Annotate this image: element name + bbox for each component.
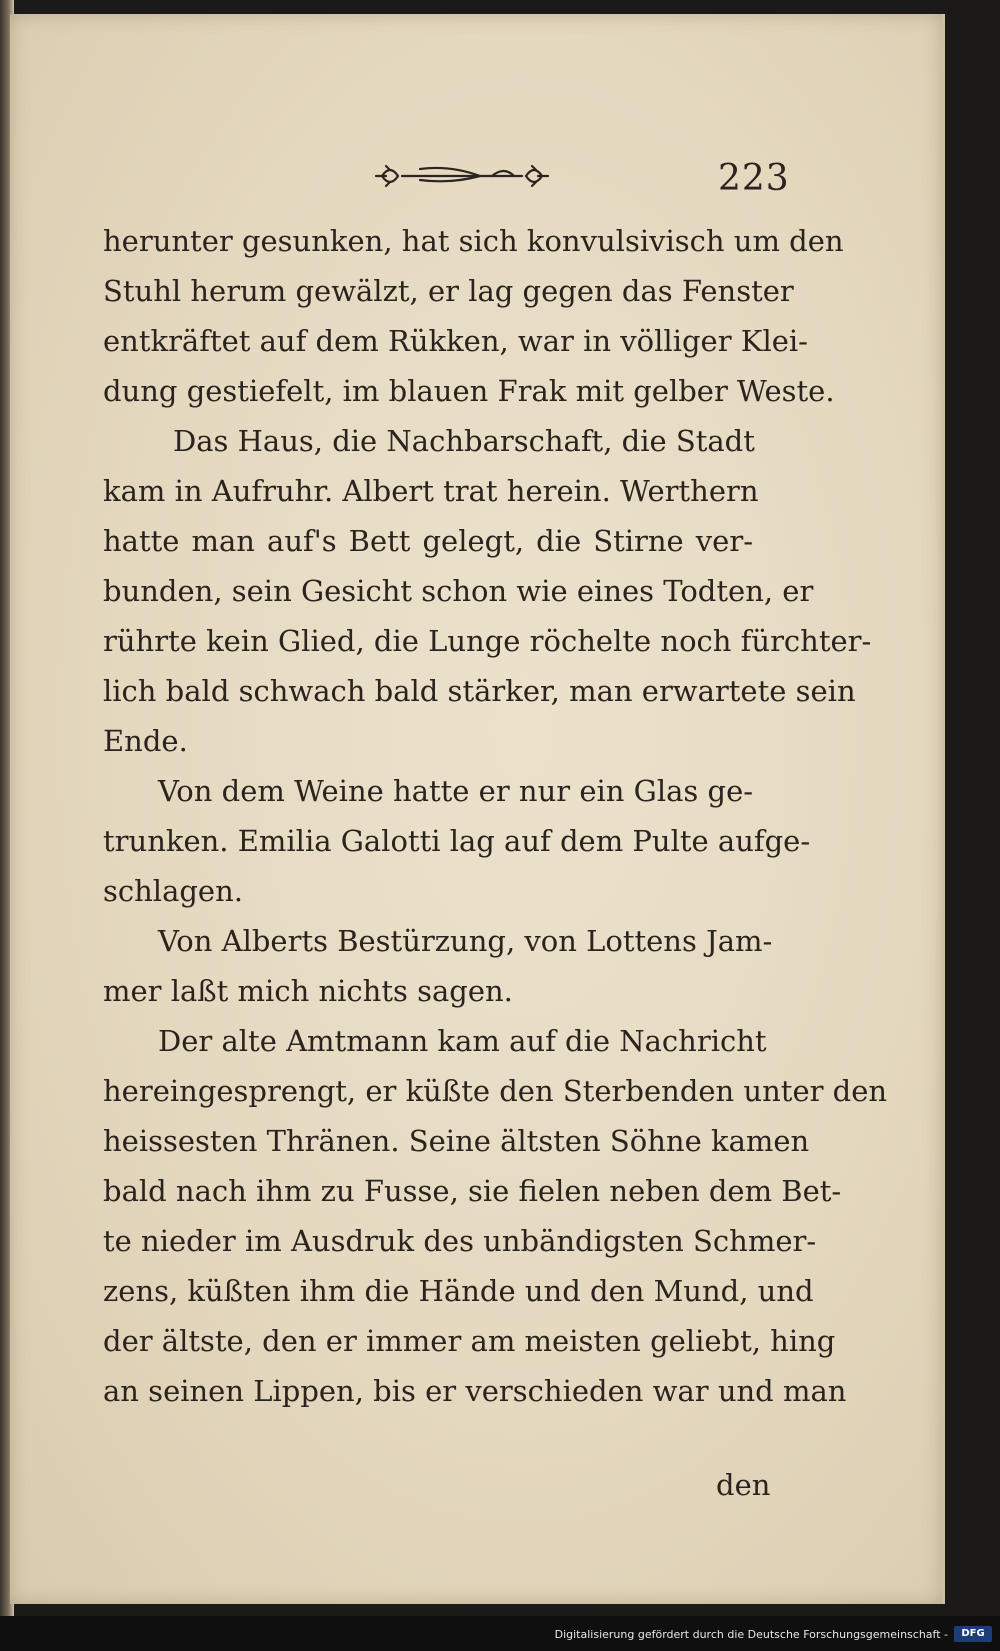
text-line: herunter gesunken, hat sich konvulsivisch um den xyxy=(103,224,844,258)
catchword: den xyxy=(716,1468,771,1502)
ornament-icon xyxy=(372,156,552,196)
text-line: heissesten Thränen. Seine ältsten Söhne kamen xyxy=(103,1124,810,1158)
page-number: 223 xyxy=(718,158,790,199)
text-line: bunden, sein Gesicht schon wie eines Todten, er xyxy=(103,574,814,608)
text-line: der ältste, den er immer am meisten geliebt, hing xyxy=(103,1324,836,1358)
text-line: rührte kein Glied, die Lunge röchelte noch fürchter- xyxy=(103,624,872,658)
text-line: entkräftet auf dem Rükken, war in völliger Klei- xyxy=(103,324,808,358)
text-line: bald nach ihm zu Fusse, sie fielen neben dem Bet- xyxy=(103,1174,842,1208)
text-line: dung gestiefelt, im blauen Frak mit gelber Weste. xyxy=(103,374,835,408)
text-line: zens, küßten ihm die Hände und den Mund, und xyxy=(103,1274,814,1308)
dfg-logo: DFG xyxy=(954,1626,992,1642)
text-line: Ende. xyxy=(103,724,188,758)
text-line: lich bald schwach bald stärker, man erwartete sein xyxy=(103,674,856,708)
text-line: te nieder im Ausdruk des unbändigsten Schmer- xyxy=(103,1224,817,1258)
text-line: schlagen. xyxy=(103,874,243,908)
body-text xyxy=(103,216,888,1416)
text-line: Der alte Amtmann kam auf die Nachricht xyxy=(158,1024,767,1058)
text-line: an seinen Lippen, bis er verschieden war und man xyxy=(103,1374,847,1408)
text-line: trunken. Emilia Galotti lag auf dem Pulte aufge- xyxy=(103,824,811,858)
text-line: Das Haus, die Nachbarschaft, die Stadt xyxy=(173,424,755,458)
text-line: Stuhl herum gewälzt, er lag gegen das Fenster xyxy=(103,274,794,308)
text-line: Von dem Weine hatte er nur ein Glas ge- xyxy=(158,774,754,808)
digitization-credit: Digitalisierung gefördert durch die Deutsche Forschungsgemeinschaft - xyxy=(554,1628,948,1641)
text-line: Von Alberts Bestürzung, von Lottens Jam- xyxy=(158,924,773,958)
text-line: hatte man auf's Bett gelegt, die Stirne ver- xyxy=(103,524,753,558)
text-line: hereingesprengt, er küßte den Sterbenden unter den xyxy=(103,1074,888,1108)
text-line: mer laßt mich nichts sagen. xyxy=(103,974,513,1008)
text-line: kam in Aufruhr. Albert trat herein. Werthern xyxy=(103,474,759,508)
